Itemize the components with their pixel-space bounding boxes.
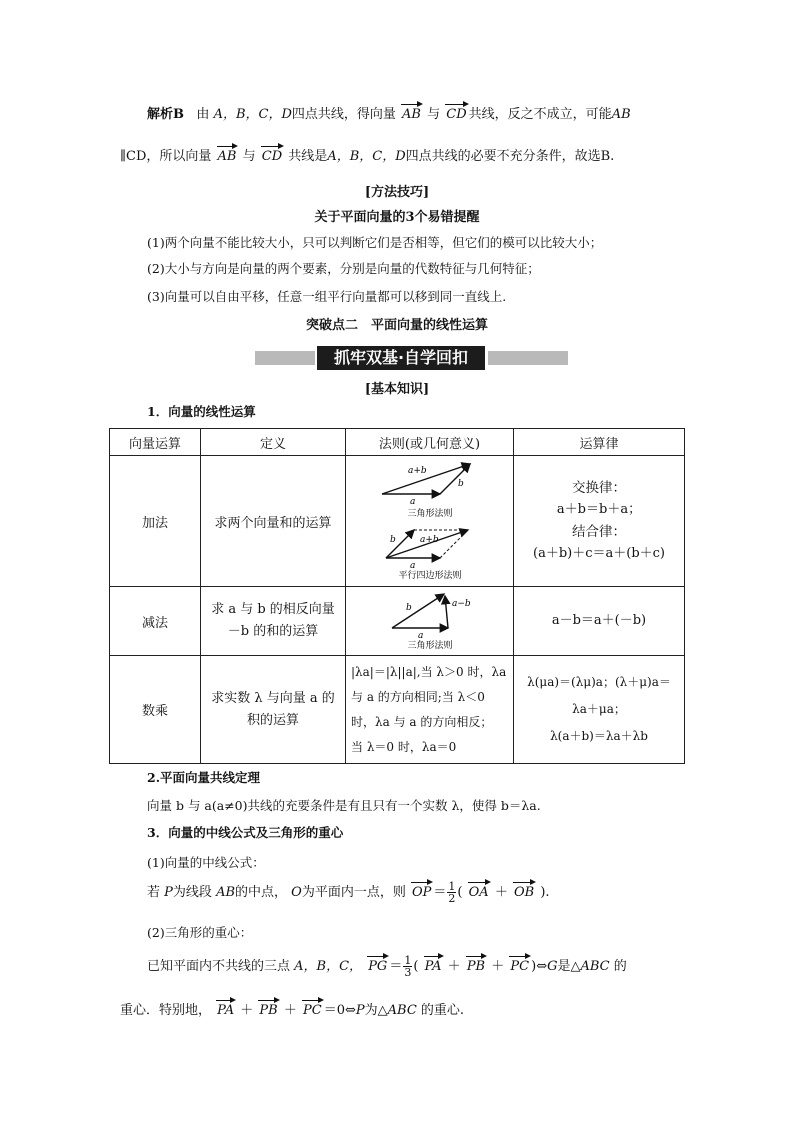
method-item: (2)大小与方向是向量的两个要素，分别是向量的代数特征与几何特征； [147, 261, 540, 276]
formula-text: ). [540, 885, 550, 900]
banner-bar-right [488, 351, 568, 365]
vector-pb: PB [259, 1003, 278, 1018]
caption-triangle-rule: 三角形法则 [406, 641, 453, 650]
formula-text: 重心．特别地， [120, 1003, 212, 1018]
formula-text: ＋ [240, 1003, 254, 1018]
formula-var: G [547, 959, 558, 974]
denominator: 2 [448, 892, 456, 905]
table-header: 定义 [201, 429, 346, 456]
formula-text: ＋ [494, 885, 508, 900]
banner-title: 抓牢双基·自学回扣 [317, 346, 485, 370]
answer-text: 四点共线，得向量 [291, 107, 396, 122]
formula-text: 已知平面内不共线的三点 [147, 959, 291, 974]
op-name: 减法 [110, 587, 201, 656]
answer-line-2 [120, 145, 614, 164]
label-a: a [409, 497, 415, 507]
caption-parallelogram-rule: 平行四边形法则 [397, 571, 462, 580]
rule-line: 时，λa 与 a 的方向相反； [351, 714, 493, 729]
formula-text: ＋ [491, 959, 505, 974]
law-line: λa＋μa； [572, 702, 626, 716]
formula-text: ＋ [283, 1003, 297, 1018]
method-item: (3)向量可以自由平移，任意一组平行向量都可以移到同一直线上. [147, 289, 507, 304]
op-definition [201, 587, 346, 656]
op-laws [514, 656, 685, 764]
numerator: 1 [404, 954, 412, 967]
formula-text: ＝0⇔ [323, 1003, 356, 1018]
table-header-row [110, 429, 685, 456]
formula-text: 若 [147, 885, 161, 900]
law-line: λ(μa)＝(λμ)a；(λ＋μ)a＝ [527, 675, 671, 689]
def-line: －b 的和的运算 [227, 624, 319, 639]
vector-diff-arrow [445, 596, 448, 628]
table-row-addition [110, 456, 685, 587]
formula-text: 为△ [364, 1003, 388, 1018]
table-row-scalar [110, 656, 685, 764]
table-row-subtraction [110, 587, 685, 656]
formula-var: ABC [580, 959, 610, 974]
answer-choice: B [173, 107, 185, 122]
item3-sub1: (1)向量的中线公式： [147, 855, 265, 870]
formula-text: ＝ [389, 959, 403, 974]
subtraction-diagram [346, 587, 514, 656]
def-line: 求 a 与 b 的相反向量 [211, 602, 335, 617]
label-b: b [405, 603, 412, 613]
formula-var: ABC [387, 1003, 417, 1018]
formula-text: ＋ [447, 959, 461, 974]
subtraction-diagram-svg [370, 588, 490, 650]
basic-heading: [基本知识] [364, 382, 430, 397]
table-header: 向量运算 [110, 429, 201, 456]
op-laws: a－b＝a＋(－b) [514, 587, 685, 656]
fraction-half [447, 881, 456, 904]
formula-var: A，B，C， [294, 959, 363, 974]
addition-diagram-svg [370, 458, 490, 580]
op-name: 加法 [110, 456, 201, 587]
answer-text: 共线，反之不成立，可能 [468, 107, 612, 122]
vector-cd: CD [446, 107, 467, 122]
vector-op: OP [412, 885, 432, 900]
theorem-title: 2.平面向量共线定理 [147, 770, 261, 785]
addition-diagrams [346, 456, 514, 587]
formula-text: 为线段 [172, 885, 212, 900]
law-line: λ(a＋b)＝λa＋λb [550, 729, 648, 743]
label-sum: a+b [407, 466, 427, 476]
vector-b-arrow [392, 594, 444, 628]
vector-pc: PC [510, 959, 530, 974]
caption-triangle-rule: 三角形法则 [406, 509, 453, 519]
answer-text: 四点共线的必要不充分条件，故选B. [405, 149, 615, 164]
label-b: b [389, 535, 396, 545]
vector-ob: OB [513, 885, 535, 900]
vector-pc: PC [303, 1003, 322, 1018]
method-heading: [方法技巧] [364, 185, 430, 200]
item3-title: 3．向量的中线公式及三角形的重心 [147, 825, 344, 840]
formula-text: )⇔ [531, 959, 548, 974]
def-line: 求实数 λ 与向量 a 的 [211, 690, 335, 706]
formula-var: P [164, 885, 173, 900]
rule-line: 当 λ＝0 时，λa＝0 [351, 739, 457, 754]
answer-text: 与 [242, 149, 256, 164]
op-name: 数乘 [110, 656, 201, 764]
formula-text: 是△ [557, 959, 581, 974]
answer-text: AB [611, 107, 631, 122]
theorem-text: 向量 b 与 a(a≠0)共线的充要条件是有且只有一个实数 λ，使得 b＝λa. [147, 798, 541, 813]
method-subheading: 关于平面向量的3个易错提醒 [314, 210, 480, 225]
op-rule [346, 656, 514, 764]
law-line: a＋b＝b＋a； [556, 502, 642, 517]
answer-text: 与 [427, 107, 441, 122]
formula-text: 的中点， [235, 885, 288, 900]
banner-bar-left [255, 351, 315, 365]
op-definition: 求两个向量和的运算 [201, 456, 346, 587]
label-sum: a+b [419, 535, 439, 545]
formula-var: P [355, 1003, 365, 1018]
vector-oa: OA [468, 885, 489, 900]
rule-line: 与 a 的方向相同;当 λ＜0 [351, 689, 485, 704]
answer-label: 解析 [147, 107, 174, 122]
answer-points: A，B，C，D [327, 149, 406, 164]
law-line: (a＋b)＋c＝a＋(b＋c) [533, 546, 665, 561]
table-header: 法则(或几何意义) [346, 429, 514, 456]
vector-cd: CD [261, 149, 283, 164]
median-formula: 若 P为线段 AB的中点， O为平面内一点，则 OP ＝ $\frac{1}{2}$ ( OA ＋ OB ). [147, 880, 550, 905]
answer-text: 由 [196, 107, 210, 122]
label-diff: a−b [451, 599, 471, 609]
item1-title: 1．向量的线性运算 [147, 404, 256, 419]
op-laws [514, 456, 685, 587]
vector-ab: AB [402, 107, 421, 122]
table-header: 运算律 [514, 429, 685, 456]
answer-text: ，所以向量 [146, 149, 212, 164]
answer-text: ∥CD [120, 149, 147, 164]
law-line: 交换律： [572, 480, 626, 496]
vector-pa: PA [424, 959, 442, 974]
vector-ab: AB [217, 149, 237, 164]
def-line: 积的运算 [246, 712, 299, 728]
label-a: a [409, 561, 415, 571]
formula-text: 的 [613, 959, 627, 974]
formula-var: O [291, 885, 302, 900]
numerator: 1 [448, 880, 456, 893]
label-a: a [417, 631, 423, 641]
denominator: 3 [404, 966, 412, 979]
centroid-special [120, 999, 464, 1018]
fraction-third [403, 955, 412, 978]
law-line: 结合律： [572, 524, 626, 540]
vector-pg: PG [368, 959, 388, 974]
formula-var: AB [216, 885, 236, 900]
item3-sub2: (2)三角形的重心： [147, 925, 253, 940]
vector-pb: PB [466, 959, 486, 974]
formula-text: 的重心. [420, 1003, 465, 1018]
op-definition [201, 656, 346, 764]
answer-line-1 [147, 103, 631, 122]
answer-points: A，B，C，D [213, 107, 292, 122]
centroid-formula: 已知平面内不共线的三点 A，B，C， PG ＝ $\frac{1}{3}$ ( PA ＋ PB ＋ PC )⇔G是△ABC 的 [147, 954, 627, 979]
rule-line: |λa|＝|λ||a|,当 λ＞0 时，λa [351, 664, 507, 679]
linear-operations-table [109, 428, 685, 764]
method-item: (1)两个向量不能比较大小，只可以判断它们是否相等，但它们的模可以比较大小； [147, 235, 603, 250]
formula-text: ＝ [433, 885, 447, 900]
answer-text: 共线是 [288, 149, 328, 164]
formula-text: 为平面内一点，则 [301, 885, 406, 900]
section-title: 突破点二 平面向量的线性运算 [305, 318, 488, 333]
vector-pa: PA [217, 1003, 235, 1018]
label-b: b [457, 479, 464, 489]
